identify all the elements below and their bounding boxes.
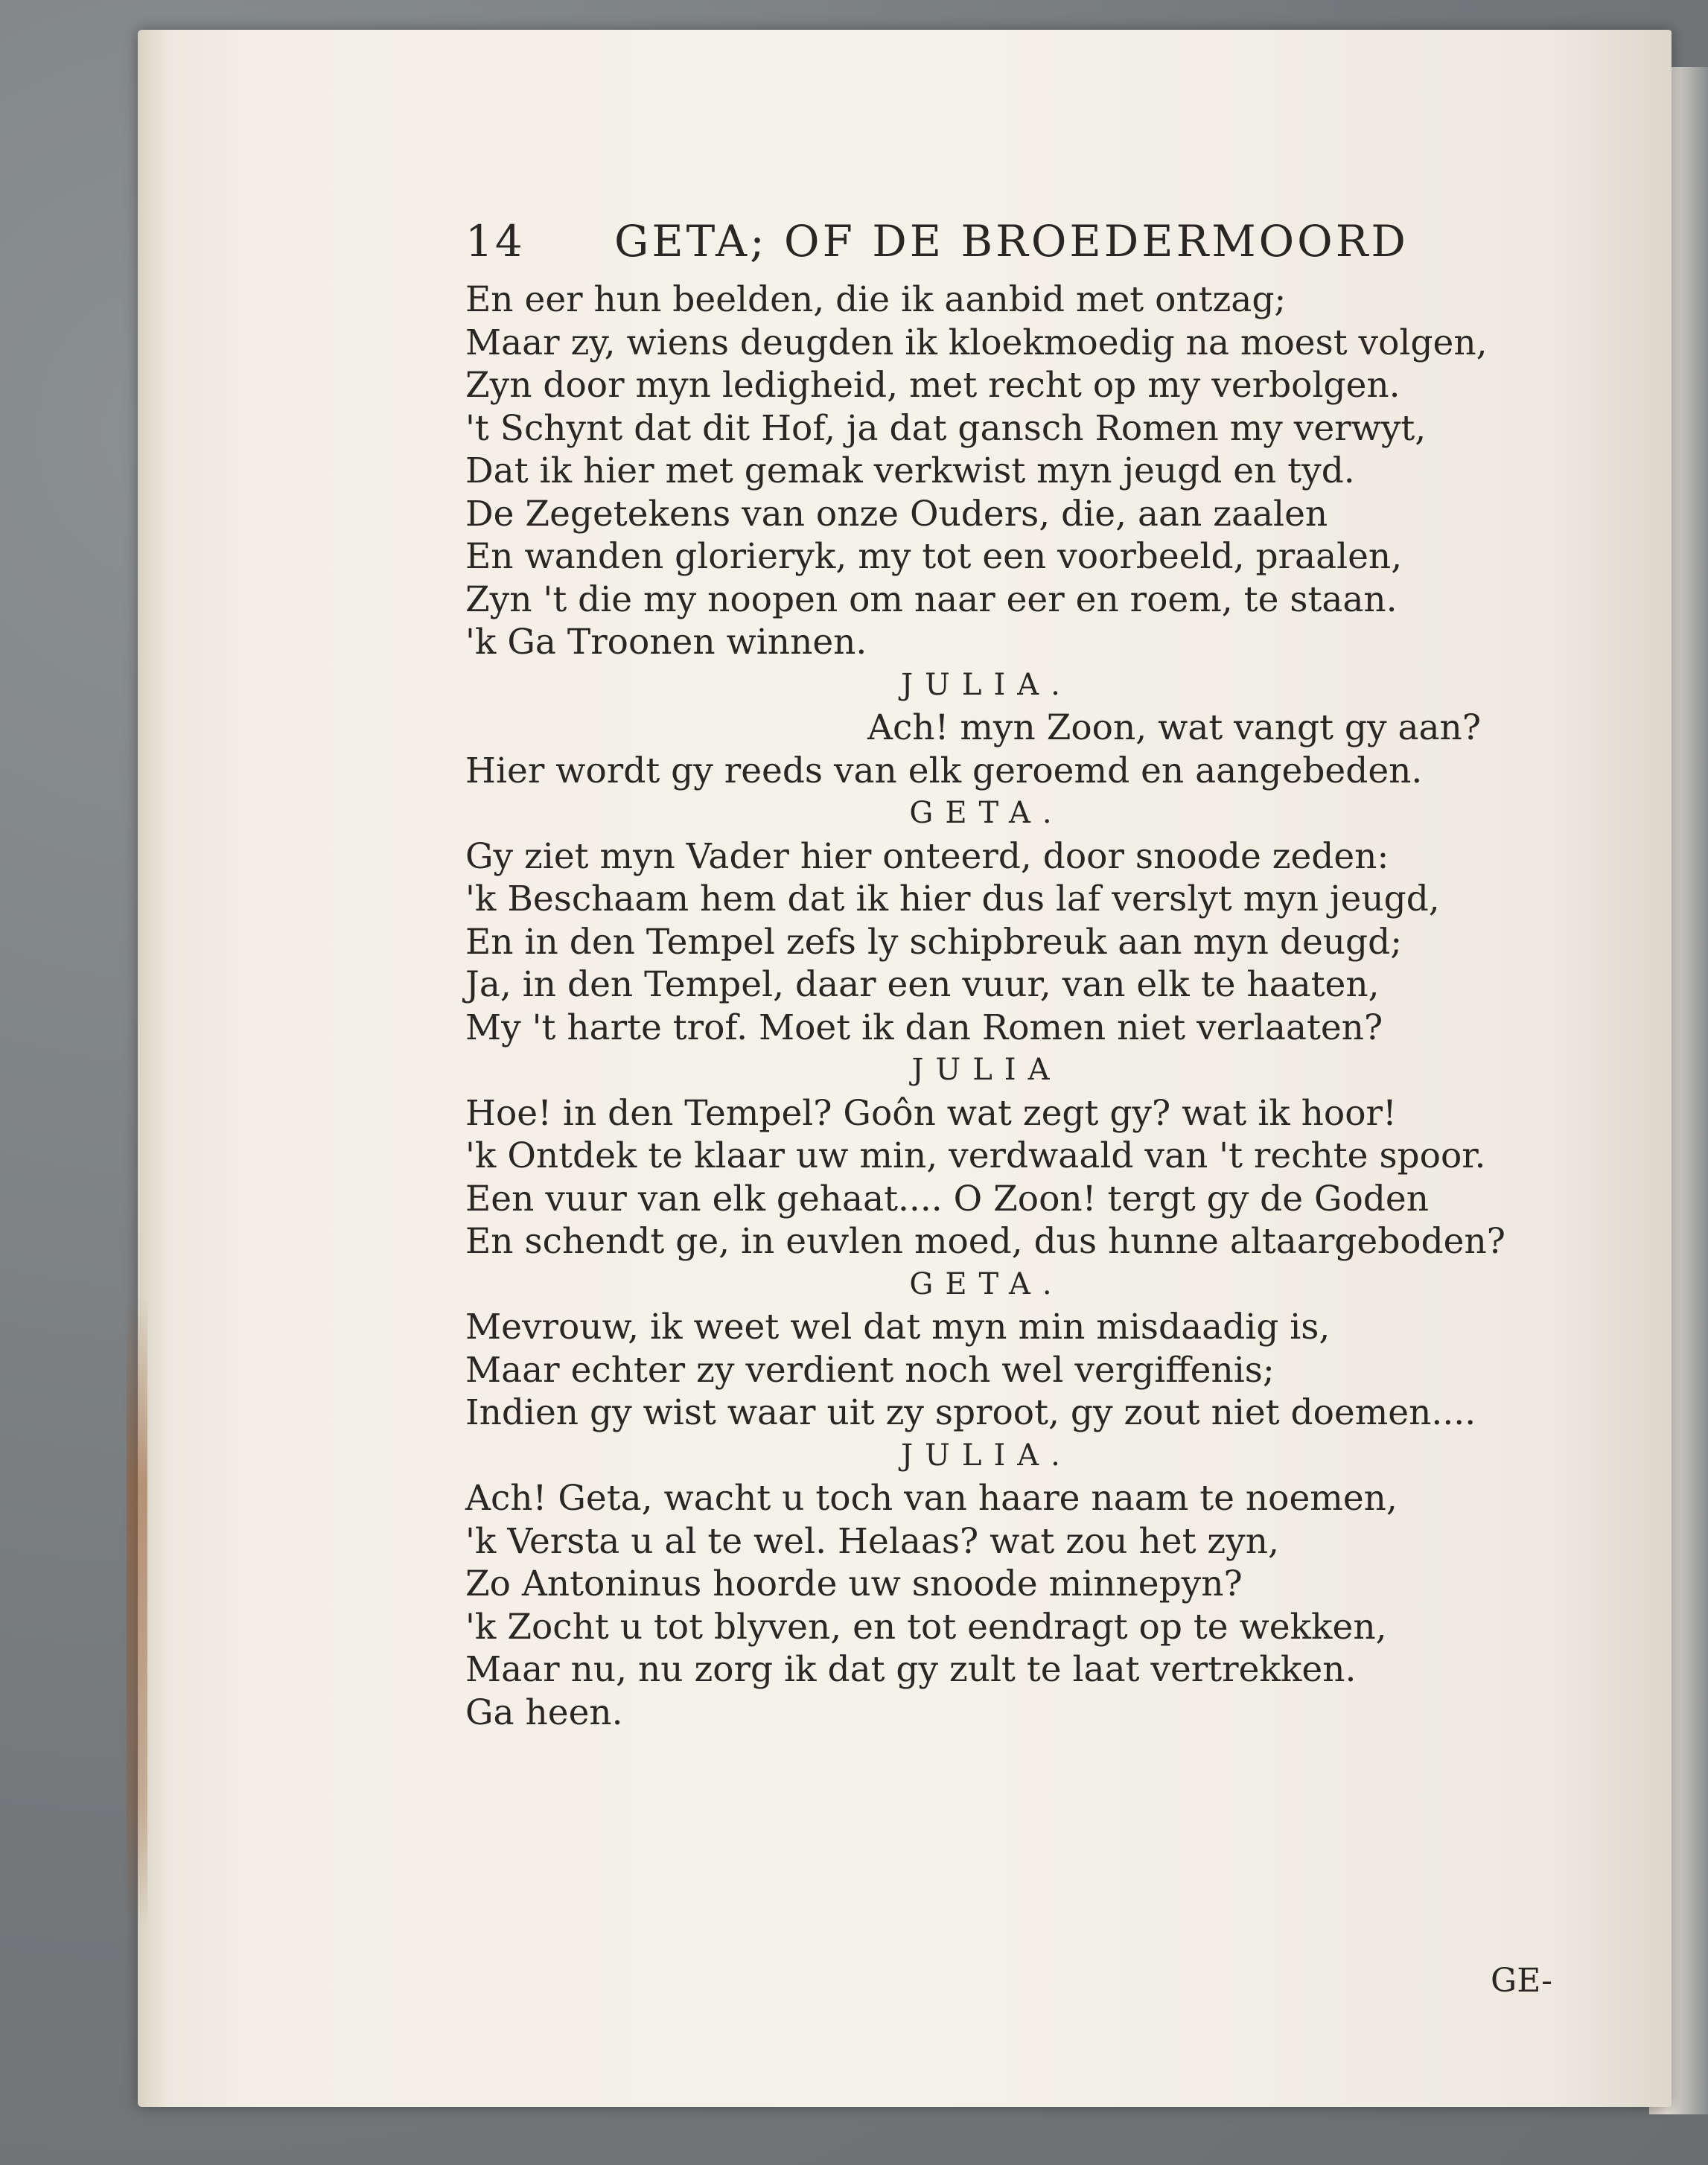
verse-line: Zyn door myn ledigheid, met recht op my verbolgen. (465, 365, 1401, 406)
verse-line: 'k Versta u al te wel. Helaas? wat zou het zyn, (465, 1520, 1279, 1562)
verse-line: 'k Ontdek te klaar uw min, verdwaald van 't rechte spoor. (465, 1135, 1486, 1176)
running-header (465, 216, 1552, 278)
verse-line: 'k Beschaam hem dat ik hier dus laf verslyt myn jeugd, (465, 879, 1440, 919)
verse-lines (465, 278, 1552, 1734)
verse-line: 't Schynt dat dit Hof, ja dat gansch Romen my verwyt, (465, 407, 1427, 449)
verse-line: 'k Zocht u tot blyven, en tot eendragt op te wekken, (465, 1606, 1387, 1648)
verse-line: Gy ziet myn Vader hier onteerd, door snoode zeden: (465, 835, 1389, 877)
speaker-name: JULIA. (901, 667, 1072, 702)
verse-line: Mevrouw, ik weet wel dat myn min misdaadig is, (465, 1307, 1331, 1348)
catchword: GE- (1491, 1962, 1552, 2000)
verse-line: 'k Ga Troonen winnen. (465, 622, 867, 663)
verse-line: Ja, in den Tempel, daar een vuur, van elk te haaten, (465, 964, 1380, 1005)
verse-line: En wanden glorieryk, my tot een voorbeeld, praalen, (465, 536, 1403, 577)
verse-line: En eer hun beelden, die ik aanbid met ontzag; (465, 279, 1287, 320)
page-text-block (465, 216, 1552, 2000)
verse-line: En schendt ge, in euvlen moed, dus hunne altaargeboden? (465, 1221, 1505, 1262)
speaker-name: JULIA. (901, 1438, 1072, 1473)
speaker-name: JULIA (911, 1053, 1062, 1087)
verse-line: Een vuur van elk gehaat.... O Zoon! tergt gy de Goden (465, 1178, 1430, 1219)
verse-line: Hier wordt gy reeds van elk geroemd en aangebeden. (465, 750, 1423, 791)
page-edge-stain (127, 1295, 147, 1928)
verse-line: Maar nu, nu zorg ik dat gy zult te laat vertrekken. (465, 1649, 1357, 1690)
verse-line: Maar zy, wiens deugden ik kloekmoedig na moest volgen, (465, 322, 1488, 363)
running-title: GETA; OF DE BROEDERMOORD (614, 216, 1409, 267)
verse-line: Zyn 't die my noopen om naar eer en roem, te staan. (465, 578, 1398, 620)
verse-line: Maar echter zy verdient noch wel vergiffenis; (465, 1349, 1275, 1391)
verse-line: Ach! myn Zoon, wat vangt gy aan? (867, 707, 1482, 748)
verse-line: Zo Antoninus hoorde uw snoode minnepyn? (465, 1563, 1243, 1604)
verse-line: Hoe! in den Tempel? Goôn wat zegt gy? wat ik hoor! (465, 1092, 1397, 1134)
verse-line: Ga heen. (465, 1691, 623, 1733)
speaker-name: GETA. (909, 1266, 1064, 1301)
verse-line: En in den Tempel zefs ly schipbreuk aan myn deugd; (465, 921, 1403, 963)
verse-line: Dat ik hier met gemak verkwist myn jeugd en tyd. (465, 450, 1355, 491)
verse-line: My 't harte trof. Moet ik dan Romen niet verlaaten? (465, 1007, 1383, 1048)
speaker-name: GETA. (909, 796, 1064, 830)
verse-line: Ach! Geta, wacht u toch van haare naam te noemen, (465, 1478, 1398, 1519)
page-number: 14 (465, 216, 525, 267)
verse-line: De Zegetekens van onze Ouders, die, aan zaalen (465, 493, 1328, 535)
verse-line: Indien gy wist waar uit zy sproot, gy zout niet doemen.... (465, 1392, 1476, 1433)
